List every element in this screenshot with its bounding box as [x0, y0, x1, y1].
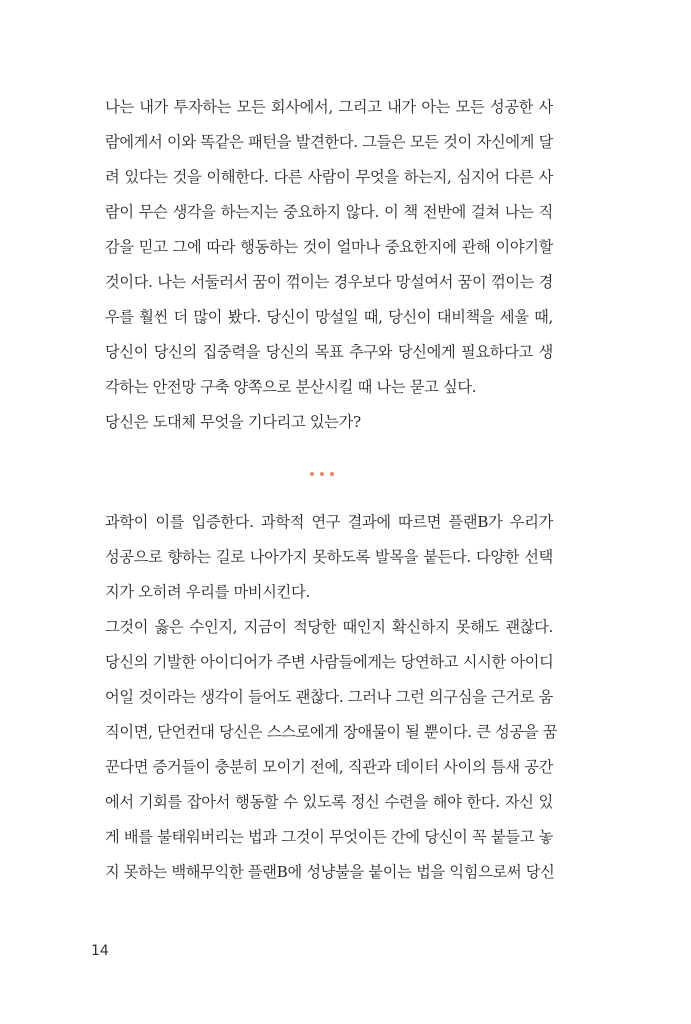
section-divider	[91, 459, 553, 489]
paragraph-4	[91, 610, 558, 890]
divider-dot-icon	[320, 472, 324, 476]
divider-dot-icon	[330, 472, 334, 476]
text-line: 그것이 옳은 수인지, 지금이 적당한 때인지 확신하지 못해도 괜찮다.	[105, 618, 553, 636]
text-line: 감을 믿고 그에 따라 행동하는 것이 얼마나 중요한지에 관해 이야기할	[105, 238, 553, 256]
text-line: 당신의 기발한 아이디어가 주변 사람들에게는 당연하고 시시한 아이디	[105, 653, 554, 671]
page-number: 14	[91, 943, 109, 959]
text-line: 어일 것이라는 생각이 들어도 괜찮다. 그러나 그런 의구심을 근거로 움	[105, 688, 553, 706]
text-line: 게 배를 불태워버리는 법과 그것이 무엇이든 간에 당신이 꼭 붙들고 놓	[105, 828, 553, 846]
text-line: 과학이 이를 입증한다. 과학적 연구 결과에 따르면 플랜B가 우리가	[105, 513, 553, 531]
text-line: 성공으로 향하는 길로 나아가지 못하도록 발목을 붙든다. 다양한 선택	[105, 548, 553, 566]
text-line: 것이다. 나는 서둘러서 꿈이 꺾이는 경우보다 망설여서 꿈이 꺾이는 경	[105, 273, 553, 291]
paragraph-1	[91, 90, 553, 405]
text-line: 람에게서 이와 똑같은 패턴을 발견한다. 그들은 모든 것이 자신에게 달	[105, 133, 553, 151]
text-line: 꾼다면 증거들이 충분히 모이기 전에, 직관과 데이터 사이의 틈새 공간	[105, 758, 553, 776]
paragraph-2	[91, 405, 553, 440]
page-body	[91, 90, 558, 881]
text-line: 지 못하는 백해무익한 플랜B에 성냥불을 붙이는 법을 익힘으로써 당신	[105, 863, 555, 881]
text-line: 당신이 당신의 집중력을 당신의 목표 추구와 당신에게 필요하다고 생	[105, 343, 553, 361]
text-line: 에서 기회를 잡아서 행동할 수 있도록 정신 수련을 해야 한다. 자신 있	[105, 793, 553, 811]
text-line: 우를 훨씬 더 많이 봤다. 당신이 망설일 때, 당신이 대비책을 세울 때,	[105, 308, 553, 326]
paragraph-3	[91, 505, 553, 610]
divider-dot-icon	[310, 472, 314, 476]
text-line: 람이 무슨 생각을 하는지는 중요하지 않다. 이 책 전반에 걸쳐 나는 직	[105, 203, 553, 221]
section-2	[91, 505, 558, 890]
text-line: 당신은 도대체 무엇을 기다리고 있는가?	[105, 413, 361, 431]
text-line: 각하는 안전망 구축 양쪽으로 분산시킬 때 나는 묻고 싶다.	[105, 378, 477, 396]
text-line: 나는 내가 투자하는 모든 회사에서, 그리고 내가 아는 모든 성공한 사	[105, 98, 553, 116]
text-line: 려 있다는 것을 이해한다. 다른 사람이 무엇을 하는지, 심지어 다른 사	[105, 168, 553, 186]
text-line: 직이면, 단언컨대 당신은 스스로에게 장애물이 될 뿐이다. 큰 성공을 꿈	[105, 723, 558, 741]
text-line: 지가 오히려 우리를 마비시킨다.	[105, 583, 310, 601]
